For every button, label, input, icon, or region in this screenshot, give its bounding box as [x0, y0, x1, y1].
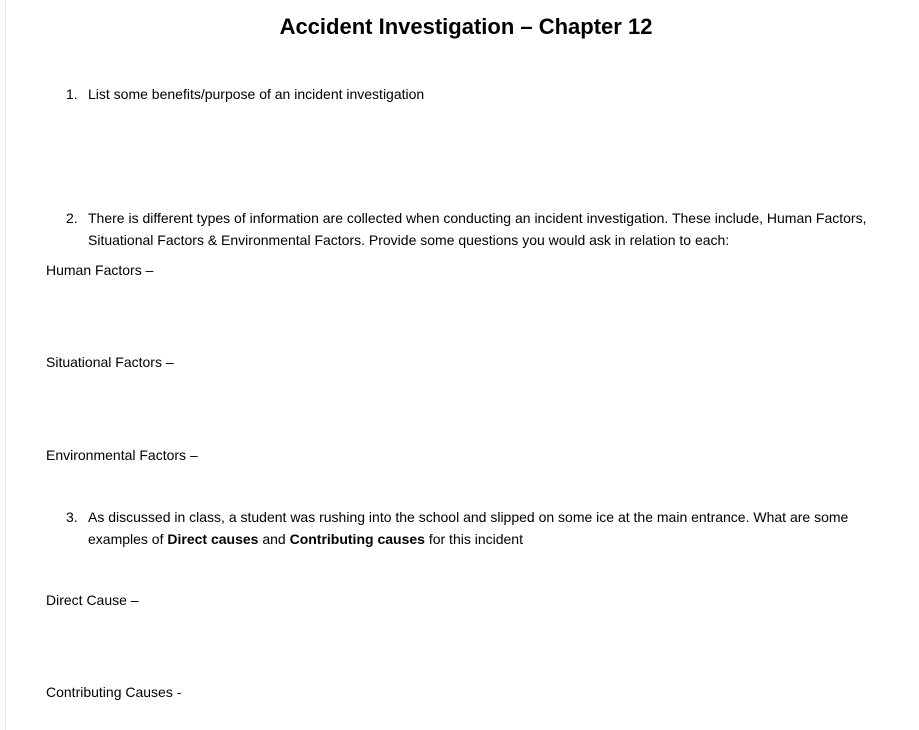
question-text: There is different types of information are collected when conducting an incident investigation. These include, Human Factors, Situational Factors & Environmental Factors. Provide some questions you would ask in relation to each: [88, 210, 867, 248]
question-text-part: As discussed in class, a student was rushing into the school and slipped on some ice at the main entrance. What are some examples of [88, 509, 849, 547]
question-text-part: and [258, 531, 290, 547]
label-human-factors: Human Factors – [46, 262, 154, 278]
bold-term-direct-causes: Direct causes [167, 531, 259, 547]
question-number: 2. [66, 210, 78, 226]
question-number: 3. [66, 509, 78, 525]
bold-term-contributing-causes: Contributing causes [289, 531, 425, 547]
label-contributing-causes: Contributing Causes - [46, 684, 182, 700]
question-3 [66, 506, 886, 550]
question-text-part: for this incident [424, 531, 523, 547]
label-situational-factors: Situational Factors – [46, 354, 174, 370]
question-number: 1. [66, 86, 78, 102]
question-text: List some benefits/purpose of an incident investigation [88, 86, 425, 102]
question-1 [66, 83, 886, 105]
label-environmental-factors: Environmental Factors – [46, 447, 198, 463]
label-direct-cause: Direct Cause – [46, 592, 139, 608]
document-title: Accident Investigation – Chapter 12 [279, 14, 653, 39]
question-2 [66, 207, 886, 251]
question-text [88, 506, 886, 550]
